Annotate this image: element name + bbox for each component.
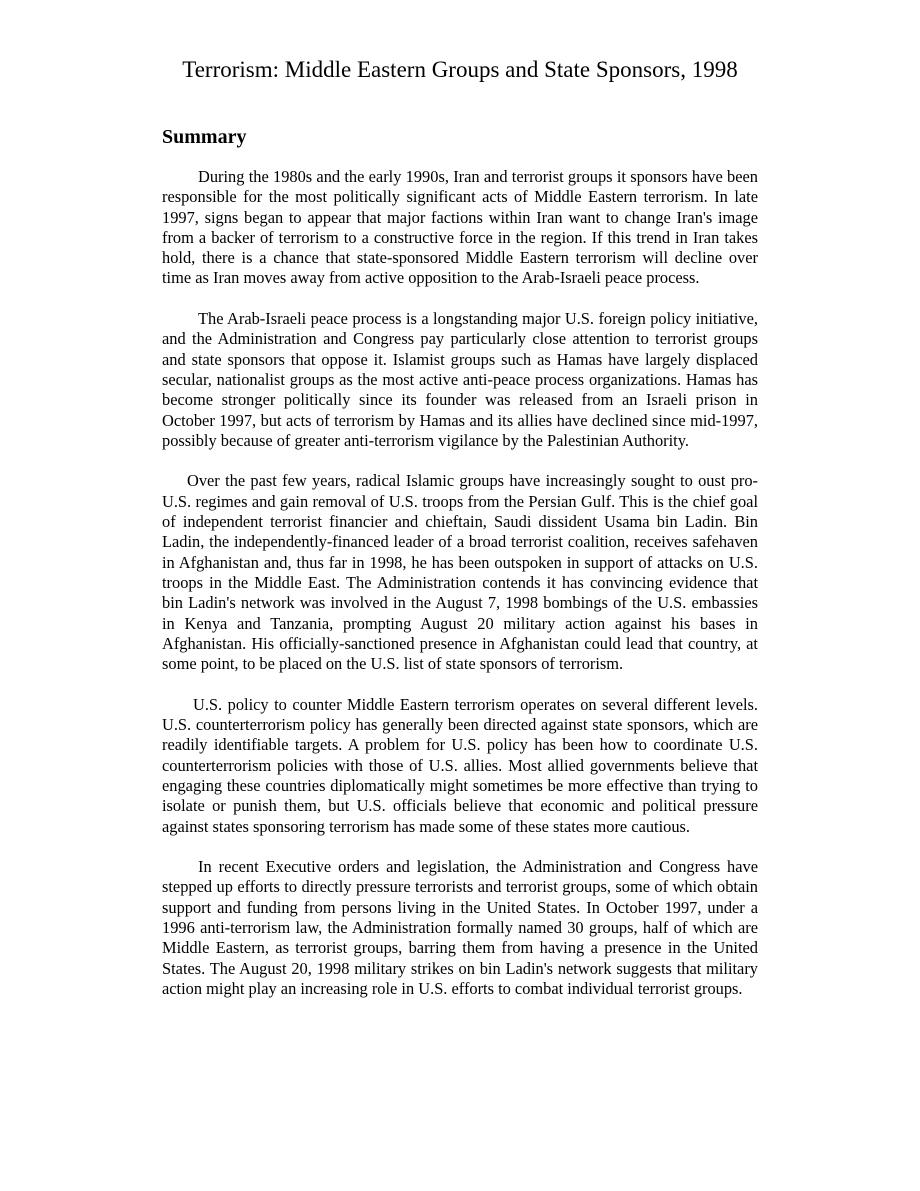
paragraph-peace-process: The Arab-Israeli peace process is a longstanding major U.S. foreign policy initiative, and the Administration and Congress pay particularly close attention to terrorist groups and state sponsors that oppose it. Islamist groups such as Hamas have largely displaced secular, nationalist groups as the most active anti-peace process organizations. Hamas has become stronger politically since its founder was released from an Israeli prison in October 1997, but acts of terrorism by Hamas and its allies have declined since mid-1997, possibly because of greater anti-terrorism vigilance by the Palestinian Authority. [162,309,758,450]
paragraph-executive-orders: In recent Executive orders and legislation, the Administration and Congress have stepped up efforts to directly pressure terrorists and terrorist groups, some of which obtain support and funding from persons living in the United States. In October 1997, under a 1996 anti-terrorism law, the Administration formally named 30 groups, half of which are Middle Eastern, as terrorist groups, barring them from having a presence in the United States. The August 20, 1998 military strikes on bin Ladin's network suggests that military action might play an increasing role in U.S. efforts to combat individual terrorist groups. [162,857,758,998]
paragraph-iran-sponsorship: During the 1980s and the early 1990s, Iran and terrorist groups it sponsors have been responsible for the most politically significant acts of Middle Eastern terrorism. In late 1997, signs began to appear that major factions within Iran want to change Iran's image from a backer of terrorism to a constructive force in the region. If this trend in Iran takes hold, there is a chance that state-sponsored Middle Eastern terrorism will decline over time as Iran moves away from active opposition to the Arab-Israeli peace process. [162,167,758,288]
section-heading-summary: Summary [162,126,247,148]
summary-body [162,167,758,1019]
document-title: Terrorism: Middle Eastern Groups and State Sponsors, 1998 [182,57,738,82]
paragraph-bin-ladin: Over the past few years, radical Islamic groups have increasingly sought to oust pro-U.S. regimes and gain removal of U.S. troops from the Persian Gulf. This is the chief goal of independent terrorist financier and chieftain, Saudi dissident Usama bin Ladin. Bin Ladin, the independently-financed leader of a broad terrorist coalition, receives safehaven in Afghanistan and, thus far in 1998, he has been outspoken in support of attacks on U.S. troops in the Middle East. The Administration contends it has convincing evidence that bin Ladin's network was involved in the August 7, 1998 bombings of the U.S. embassies in Kenya and Tanzania, prompting August 20 military action against his bases in Afghanistan. His officially-sanctioned presence in Afghanistan could lead that country, at some point, to be placed on the U.S. list of state sponsors of terrorism. [162,471,758,674]
paragraph-us-policy: U.S. policy to counter Middle Eastern terrorism operates on several different levels. U.S. counterterrorism policy has generally been directed against state sponsors, which are readily identifiable targets. A problem for U.S. policy has been how to coordinate U.S. counterterrorism policies with those of U.S. allies. Most allied governments believe that engaging these countries diplomatically might sometimes be more effective than trying to isolate or punish them, but U.S. officials believe that economic and political pressure against states sponsoring terrorism has made some of these states more cautious. [162,694,758,836]
